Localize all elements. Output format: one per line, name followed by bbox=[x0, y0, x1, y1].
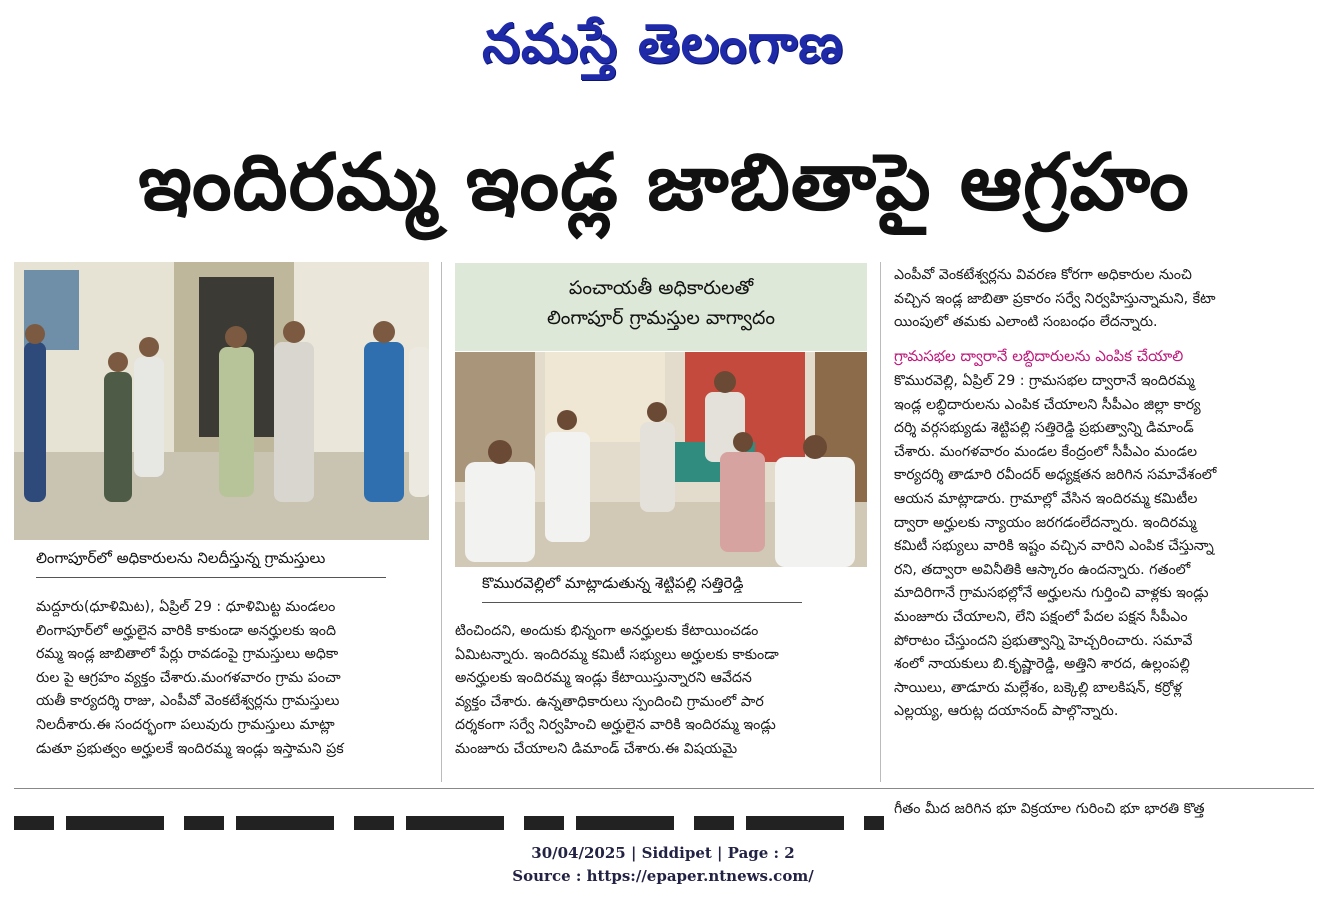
article-line: పోరాటం చేస్తుందని ప్రభుత్వాన్ని హెచ్చరించారు. సమావే bbox=[894, 632, 1193, 649]
article-line: ఏమిటన్నారు. ఇందిరమ్మ కమిటీ సభ్యులు అర్హులకు కాకుండా bbox=[455, 646, 779, 663]
article-line: ఎంపీవో వెంకటేశ్వర్లను వివరణ కోరగా అధికారుల నుంచి bbox=[894, 267, 1192, 283]
article-column-2 bbox=[455, 620, 867, 762]
article-line: ద్వారా అర్హులకు న్యాయం జరగడంలేదన్నారు. ఇందిరమ్మ bbox=[894, 514, 1197, 531]
kicker-line-1: పంచాయతీ అధికారులతో bbox=[568, 277, 754, 299]
article-line: టించిందని, అందుకు భిన్నంగా అనర్హులకు కేటాయించడం bbox=[455, 623, 759, 639]
kicker-box bbox=[455, 263, 867, 351]
article-line: ఎల్లయ్య, ఆరుట్ల దయానంద్ పాల్గొన్నారు. bbox=[894, 703, 1119, 720]
article-line: దర్శి వర్గసభ్యుడు శెట్టిపల్లి సత్తిరెడ్డి ప్రభుత్వాన్ని డిమాండ్ bbox=[894, 420, 1194, 437]
divider bbox=[36, 577, 386, 578]
article-line: యతీ కార్యదర్శి రాజు, ఎంపీవో వెంకటేశ్వర్లను గ్రామస్తులు bbox=[36, 693, 340, 710]
article-line: మంజూరు చేయాలని డిమాండ్ చేశారు.ఈ విషయమై bbox=[455, 740, 738, 757]
subhead: గ్రామసభల ద్వారానే లబ్ధిదారులను ఎంపిక చేయాలి bbox=[894, 347, 1184, 365]
article-line: గీతం మీద జరిగిన భూ విక్రయాల గురించి భూ భారతి కొత్త bbox=[894, 801, 1205, 817]
article-column-3 bbox=[894, 370, 1314, 724]
next-story-text bbox=[894, 798, 1314, 824]
column-rule bbox=[441, 262, 442, 782]
article-column-3-top bbox=[894, 264, 1314, 335]
article-line: సాయిలు, తాడూరు మల్లేశం, బక్కెల్లి బాలకిషన్, కర్రోళ్ల bbox=[894, 679, 1183, 696]
article-line: కమిటీ సభ్యులు వారికి ఇష్టం వచ్చిన వారిని ఎంపిక చేస్తున్నా bbox=[894, 538, 1214, 555]
article-line: యింపులో తమకు ఎలాంటి సంబంధం లేదన్నారు. bbox=[894, 314, 1158, 331]
article-column-1 bbox=[36, 596, 426, 761]
headline: ఇందిరమ్మ ఇండ్ల జాబితాపై ఆగ్రహం bbox=[138, 138, 1190, 228]
masthead: నమస్తే తెలంగాణ bbox=[482, 11, 844, 75]
article-line: నిలదీశారు.ఈ సందర్భంగా పలువురు గ్రామస్తులు మాట్లా bbox=[36, 716, 335, 733]
next-story-headline-cropped bbox=[14, 812, 884, 830]
article-line: ఇండ్ల లబ్ధిదారులను ఎంపిక చేయాలని సీపీఎం జిల్లా కార్య bbox=[894, 396, 1201, 413]
article-line: శంలో నాయకులు బి.కృష్ణారెడ్డి, అత్తిని శారద, ఉల్లంపల్లి bbox=[894, 656, 1190, 673]
article-line: మంజూరు చేయాలని, లేని పక్షంలో పేదల పక్షన సీపీఎం bbox=[894, 608, 1188, 625]
article-line: వ్యక్తం చేశారు. ఉన్నతాధికారులు స్పందించి గ్రామంలో పార bbox=[455, 693, 764, 710]
article-line: రని, తద్వారా అవినీతికి ఆస్కారం ఉందన్నారు. గతంలో bbox=[894, 561, 1191, 578]
story-separator bbox=[14, 788, 1314, 789]
article-line: కొమురవెల్లి, ఏప్రిల్ 29 : గ్రామసభల ద్వారానే ఇందిరమ్మ bbox=[894, 373, 1195, 389]
photo-komuravelli-meeting bbox=[455, 352, 867, 567]
article-line: వచ్చిన ఇండ్ల జాబితా ప్రకారం సర్వే నిర్వహిస్తున్నామని, కేటా bbox=[894, 290, 1216, 307]
article-line: కార్యదర్శి తాడూరి రవీందర్ అధ్యక్షతన జరిగిన సమావేశంలో bbox=[894, 467, 1217, 484]
column-rule bbox=[880, 262, 881, 782]
article-line: అనర్హులకు ఇందిరమ్మ ఇండ్లు కేటాయిస్తున్నారని ఆవేదన bbox=[455, 670, 752, 687]
article-line: మాదిరిగానే గ్రామసభల్లోనే అర్హులను గుర్తించి వాళ్లకు ఇండ్లు bbox=[894, 585, 1209, 602]
divider bbox=[482, 602, 802, 603]
kicker-line-2: లింగాపూర్ గ్రామస్తుల వాగ్వాదం bbox=[546, 307, 776, 329]
article-line: డుతూ ప్రభుత్వం అర్హులకే ఇందిరమ్మ ఇండ్లు ఇస్తామని ప్రక bbox=[36, 740, 344, 757]
footer-source: Source : https://epaper.ntnews.com/ bbox=[512, 867, 814, 885]
article-line: ఆయన మాట్లాడారు. గ్రామాల్లో వేసిన ఇందిరమ్మ కమిటీల bbox=[894, 490, 1198, 507]
footer-date-edition: 30/04/2025 | Siddipet | Page : 2 bbox=[531, 844, 795, 862]
article-line: రమ్మ ఇండ్ల జాబితాలో పేర్లు రావడంపై గ్రామస్తులు అధికా bbox=[36, 646, 339, 663]
article-line: చేశారు. మంగళవారం మండల కేంద్రంలో సీపీఎం మండల bbox=[894, 443, 1198, 460]
article-line: లింగాపూర్‌లో అర్హులైన వారికి కాకుండా అనర్హులకు ఇంది bbox=[36, 622, 336, 639]
article-line: మద్దూరు(ధూళిమిట), ఏప్రిల్ 29 : ధూళిమిట్ట మండలం bbox=[36, 599, 336, 615]
photo-lingapur-villagers bbox=[14, 262, 429, 540]
photo2-caption: కొమురవెల్లిలో మాట్లాడుతున్న శెట్టిపల్లి సత్తిరెడ్డి bbox=[482, 574, 744, 592]
page-footer bbox=[0, 842, 1326, 888]
article-line: దర్శకంగా సర్వే నిర్వహించి అర్హులైన వారికి ఇందిరమ్మ ఇండ్లు bbox=[455, 717, 776, 734]
photo1-caption: లింగాపూర్‌లో అధికారులను నిలదీస్తున్న గ్రామస్తులు bbox=[36, 549, 326, 567]
article-line: రుల పై ఆగ్రహం వ్యక్తం చేశారు.మంగళవారం గ్రామ పంచా bbox=[36, 669, 341, 686]
